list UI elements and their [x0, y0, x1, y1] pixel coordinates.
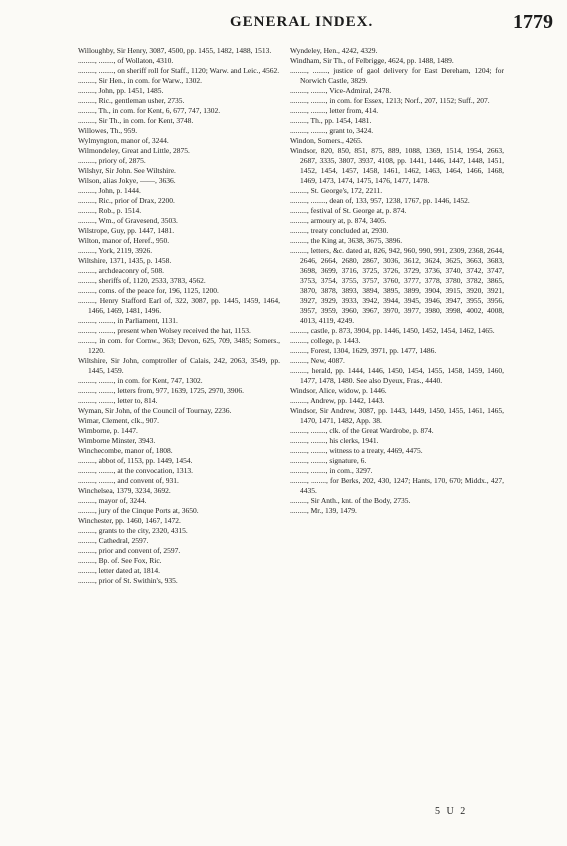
page-title: GENERAL INDEX. — [230, 14, 374, 30]
index-entry: ........., Th., pp. 1454, 1481. — [290, 116, 372, 125]
index-entry: ........., grants to the city, 2320, 4315. — [78, 526, 188, 535]
index-entry: ........., treaty concluded at, 2930. — [290, 226, 389, 235]
index-entry: ........., castle, p. 873, 3904, pp. 1446, 1450, 1452, 1454, 1462, 1465. — [290, 326, 495, 335]
index-entry: ........., ........, in com., 3297. — [290, 466, 373, 475]
index-entry: ........., the King at, 3638, 3675, 3896. — [290, 236, 403, 245]
index-column-right — [290, 46, 504, 516]
index-entry: ........., priory of, 2875. — [78, 156, 146, 165]
index-entry: Wimborne Minster, 3943. — [78, 436, 156, 445]
index-entry: ........., ........, Vice-Admiral, 2478. — [290, 86, 392, 95]
index-entry: ........., jury of the Cinque Ports at, 3650. — [78, 506, 199, 515]
index-entry: ........., Ric., prior of Drax, 2200. — [78, 196, 175, 205]
index-entry: ........., Bp. of. See Fox, Ric. — [78, 556, 162, 565]
index-entry: ........., college, p. 1443. — [290, 336, 361, 345]
index-entry: ........., Th., in com. for Kent, 6, 677, 747, 1302. — [78, 106, 221, 115]
index-entry: ........., ........, witness to a treaty, 4469, 4475. — [290, 446, 423, 455]
index-entry: ........., ........, signature, 6. — [290, 456, 367, 465]
index-entry: ........., York, 2119, 3926. — [78, 246, 153, 255]
index-entry: ........., ........, dean of, 133, 957, 1238, 1767, pp. 1446, 1452. — [290, 196, 470, 205]
index-entry: Wilmondeley, Great and Little, 2875. — [78, 146, 190, 155]
index-entry: ........., herald, pp. 1444, 1446, 1450, 1454, 1455, 1458, 1459, 1460, 1477, 1478, 1480. See also Dyeux, Fras., 4440. — [290, 366, 504, 385]
index-entry: Winchester, pp. 1460, 1467, 1472. — [78, 516, 181, 525]
index-entry: ........., John, pp. 1451, 1485. — [78, 86, 164, 95]
index-entry: ........., ........, on sheriff roll for Staff., 1120; Warw. and Leic., 4562. — [78, 66, 280, 75]
index-entry: ........., mayor of, 3244. — [78, 496, 147, 505]
index-entry: Wylmyngton, manor of, 3244. — [78, 136, 169, 145]
index-entry: ........., Sir Th., in com. for Kent, 3748. — [78, 116, 194, 125]
index-entry: ........., ........, his clerks, 1941. — [290, 436, 379, 445]
index-entry: Wimar, Clement, clk., 907. — [78, 416, 160, 425]
index-entry: Winchecombe, manor of, 1808. — [78, 446, 173, 455]
index-entry: ........., ........, in Parliament, 1131. — [78, 316, 178, 325]
page-number: 1779 — [513, 11, 553, 33]
index-entry: ........., John, p. 1444. — [78, 186, 141, 195]
index-entry: ........., ........, in com. for Kent, 747, 1302. — [78, 376, 203, 385]
index-entry: Windham, Sir Th., of Felbrigge, 4624, pp. 1488, 1489. — [290, 56, 454, 65]
index-entry: ........., Andrew, pp. 1442, 1443. — [290, 396, 385, 405]
index-entry: ........., Mr., 139, 1479. — [290, 506, 357, 515]
index-entry: ........., archdeaconry of, 508. — [78, 266, 165, 275]
index-entry: ........., Wm., of Gravesend, 3503. — [78, 216, 178, 225]
index-entry: ........., Sir Anth., knt. of the Body, 2735. — [290, 496, 411, 505]
index-column-left — [78, 46, 280, 586]
page-header — [0, 6, 567, 32]
index-entry: ........., sheriffs of, 1120, 2533, 3783, 4562. — [78, 276, 206, 285]
index-entry: Windsor, Alice, widow, p. 1446. — [290, 386, 387, 395]
index-entry: Wimborne, p. 1447. — [78, 426, 138, 435]
index-entry: Wiltshire, Sir John, comptroller of Calais, 242, 2063, 3549, pp. 1445, 1459. — [78, 356, 280, 375]
index-entry: ........., coms. of the peace for, 196, 1125, 1200. — [78, 286, 219, 295]
index-entry: ........., ........, for Berks, 202, 430, 1247; Hants, 170, 670; Middx., 427, 4435. — [290, 476, 504, 495]
signature-mark: 5 U 2 — [435, 806, 468, 817]
index-entry: ........., Henry Stafford Earl of, 322, 3087, pp. 1445, 1459, 1464, 1466, 1469, 1481, 1496. — [78, 296, 280, 315]
index-entry: Willowes, Th., 959. — [78, 126, 138, 135]
index-entry: ........., Ric., gentleman usher, 2735. — [78, 96, 185, 105]
index-entry: Wilton, manor of, Heref., 950. — [78, 236, 170, 245]
index-entry: ........., ........, grant to, 3424. — [290, 126, 374, 135]
index-entry: ........., ........, present when Wolsey received the hat, 1153. — [78, 326, 251, 335]
index-entry: ........., ........, letters from, 977, 1639, 1725, 2970, 3906. — [78, 386, 245, 395]
index-entry: ........., ........, at the convocation, 1313. — [78, 466, 193, 475]
index-entry: Winchelsea, 1379, 3234, 3692. — [78, 486, 171, 495]
index-entry: ........., abbot of, 1153, pp. 1449, 1454. — [78, 456, 193, 465]
index-entry: ........., ........, letter from, 414. — [290, 106, 379, 115]
index-entry: ........., in com. for Cornw., 363; Devon, 625, 709, 3485; Somers., 1220. — [78, 336, 280, 355]
index-entry: ........., letters, &c. dated at, 826, 942, 960, 990, 991, 2309, 2368, 2644, 2646, 2664, 2680, 2867, 3036, 3612, 3624, 3625, 3663, 3683, 3698, 3699, 3716, 3725, 3726, 3729, 3736, 3740, 3742, 3747, 3753, 3754, 3755, 3757, 3760, 3777, 3778, 3780, 3782, 3865, 3870, 3878, 3893, 3894, 3895, 3899, 3904, 3915, 3920, 3921, 3927, 3929, 3933, 3942, 3944, 3945, 3946, 3947, 3955, 3956, 3957, 3959, 3960, 3967, 3970, 3977, 3980, 3998, 4002, 4008, 4013, 4119, 4249. — [290, 246, 504, 325]
index-entry: ........., Cathedral, 2597. — [78, 536, 149, 545]
index-entry: ........., Sir Hen., in com. for Warw., 1302. — [78, 76, 202, 85]
index-entry: Wiltshire, 1371, 1435, p. 1458. — [78, 256, 172, 265]
index-entry: ........., ........, of Wollaton, 4310. — [78, 56, 174, 65]
index-entry: ........., Forest, 1304, 1629, 3971, pp. 1477, 1486. — [290, 346, 437, 355]
index-entry: Windsor, Sir Andrew, 3087, pp. 1443, 1449, 1450, 1455, 1461, 1465, 1470, 1471, 1482, App. 38. — [290, 406, 504, 425]
index-entry: ........., festival of St. George at, p. 874. — [290, 206, 407, 215]
index-entry: Wilshyr, Sir John. See Wiltshire. — [78, 166, 176, 175]
index-entry: Windsor, 820, 850, 851, 875, 889, 1088, 1369, 1514, 1954, 2663, 2687, 3335, 3807, 3937, 4108, pp. 1441, 1446, 1447, 1448, 1451, 1452, 1454, 1457, 1458, 1461, 1462, 1463, 1464, 1466, 1468, 1469, 1473, 1474, 1475, 1476, 1477, 1478. — [290, 146, 504, 185]
index-entry: ........., prior and convent of, 2597. — [78, 546, 181, 555]
index-entry: ........., prior of St. Swithin's, 935. — [78, 576, 178, 585]
index-entry: Wyndeley, Hen., 4242, 4329. — [290, 46, 378, 55]
index-entry: ........., letter dated at, 1814. — [78, 566, 161, 575]
index-entry: Wyman, Sir John, of the Council of Tournay, 2236. — [78, 406, 232, 415]
index-entry: ........., ........, and convent of, 931. — [78, 476, 179, 485]
index-entry: ........., St. George's, 172, 2211. — [290, 186, 383, 195]
index-entry: ........., ........, letter to, 814. — [78, 396, 158, 405]
index-entry: ........., ........, justice of gaol delivery for East Dereham, 1204; for Norwich Castle, 3829. — [290, 66, 504, 85]
index-entry: Windon, Somers., 4265. — [290, 136, 363, 145]
index-entry: ........., Rob., p. 1514. — [78, 206, 142, 215]
index-entry: Wilson, alias Jokye, ——, 3636. — [78, 176, 176, 185]
index-entry: Willoughby, Sir Henry, 3087, 4500, pp. 1455, 1482, 1488, 1513. — [78, 46, 272, 55]
index-entry: ........., armoury at, p. 874, 3405. — [290, 216, 387, 225]
index-entry: ........., ........, in com. for Essex, 1213; Norf., 207, 1152; Suff., 207. — [290, 96, 490, 105]
index-entry: ........., New, 4087. — [290, 356, 345, 365]
index-entry: Wilstrope, Guy, pp. 1447, 1481. — [78, 226, 175, 235]
index-entry: ........., ........, clk. of the Great Wardrobe, p. 874. — [290, 426, 434, 435]
